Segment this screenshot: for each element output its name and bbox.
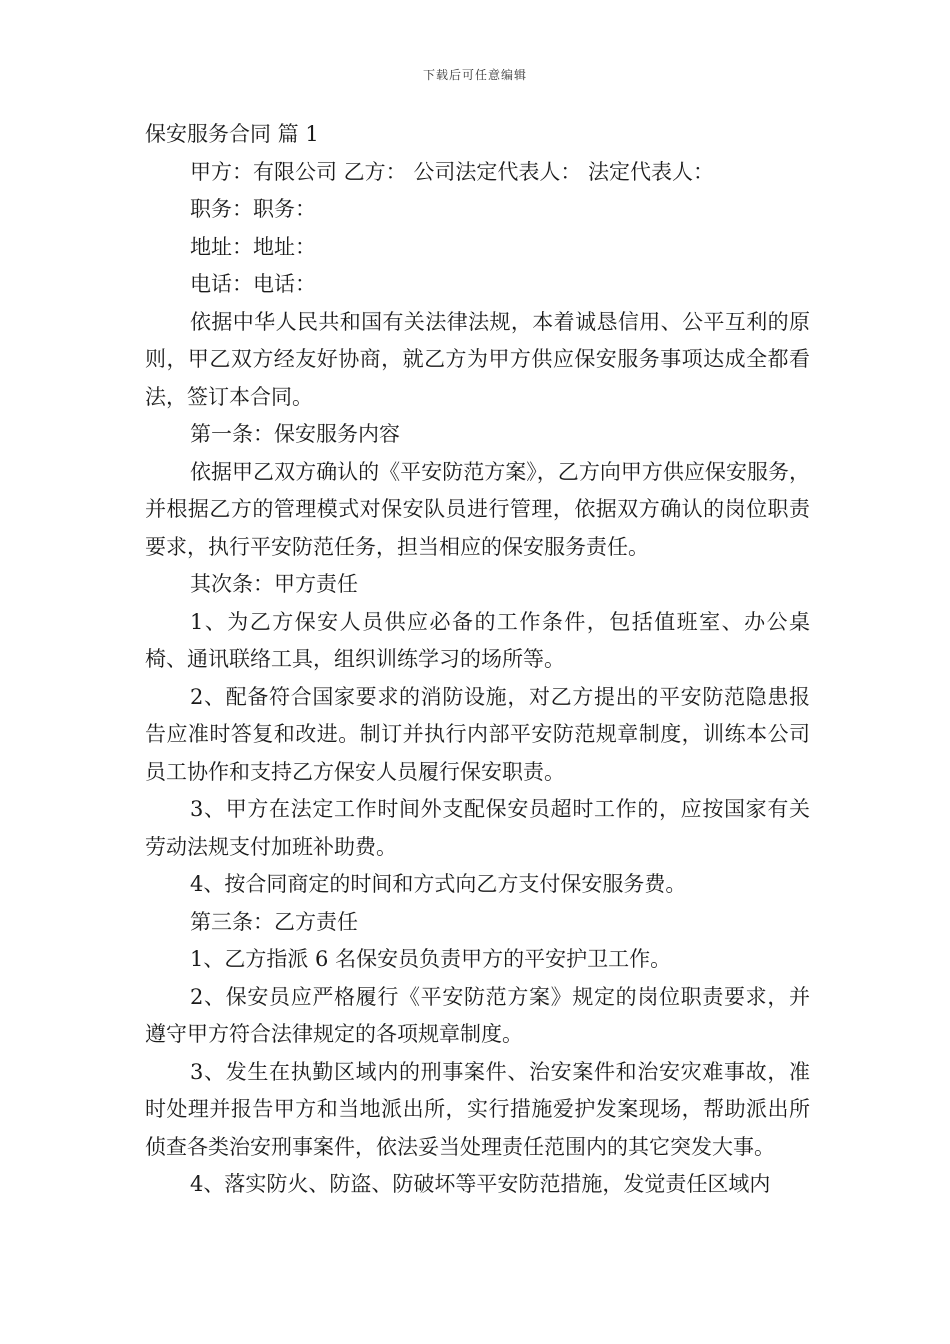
article-2-item-1: 1、为乙方保安人员供应必备的工作条件，包括值班室、办公桌椅、通讯联络工具，组织训练学习的场所等。 bbox=[145, 609, 810, 671]
article-2-item-3: 3、甲方在法定工作时间外支配保安员超时工作的，应按国家有关劳动法规支付加班补助费。 bbox=[145, 797, 810, 859]
article-2-item-2: 2、配备符合国家要求的消防设施，对乙方提出的平安防范隐患报告应准时答复和改进。制订并执行内部平安防范规章制度，训练本公司员工协作和支持乙方保安人员履行保安职责。 bbox=[145, 684, 810, 784]
document-body bbox=[145, 116, 810, 1204]
article-2-item-4: 4、按合同商定的时间和方式向乙方支付保安服务费。 bbox=[190, 872, 687, 896]
article-1-paragraph: 依据甲乙双方确认的《平安防范方案》，乙方向甲方供应保安服务，并根据乙方的管理模式对保安队员进行管理，依据双方确认的岗位职责要求，执行平安防范任务，担当相应的保安服务责任。 bbox=[145, 459, 810, 559]
party-phone-line: 电话：电话： bbox=[190, 272, 316, 296]
party-names-line: 甲方：有限公司 乙方： 公司法定代表人： 法定代表人： bbox=[190, 159, 715, 184]
article-3-item-2: 2、保安员应严格履行《平安防范方案》规定的岗位职责要求，并遵守甲方符合法律规定的各项规章制度。 bbox=[145, 984, 810, 1046]
preamble-paragraph: 依据中华人民共和国有关法律法规，本着诚恳信用、公平互利的原则，甲乙双方经友好协商，就乙方为甲方供应保安服务事项达成全都看法，签订本合同。 bbox=[145, 309, 810, 409]
article-2-heading: 其次条：甲方责任 bbox=[190, 572, 358, 596]
article-1-heading: 第一条：保安服务内容 bbox=[190, 422, 400, 446]
article-3-item-4: 4、落实防火、防盗、防破坏等平安防范措施，发觉责任区域内 bbox=[190, 1172, 771, 1196]
article-3-heading: 第三条：乙方责任 bbox=[190, 909, 358, 934]
page-header-note: 下载后可任意编辑 bbox=[422, 68, 527, 82]
article-3-item-3: 3、发生在执勤区域内的刑事案件、治安案件和治安灾难事故，准时处理并报告甲方和当地派出所，实行措施爱护发案现场，帮助派出所侦查各类治安刑事案件，依法妥当处理责任范围内的其它突发大事。 bbox=[145, 1059, 810, 1159]
article-3-item-1: 1、乙方指派 6 名保安员负责甲方的平安护卫工作。 bbox=[190, 947, 672, 971]
document-title: 保安服务合同 篇 1 bbox=[145, 122, 319, 146]
party-address-line: 地址：地址： bbox=[190, 234, 316, 259]
party-position-line: 职务：职务： bbox=[190, 197, 316, 221]
